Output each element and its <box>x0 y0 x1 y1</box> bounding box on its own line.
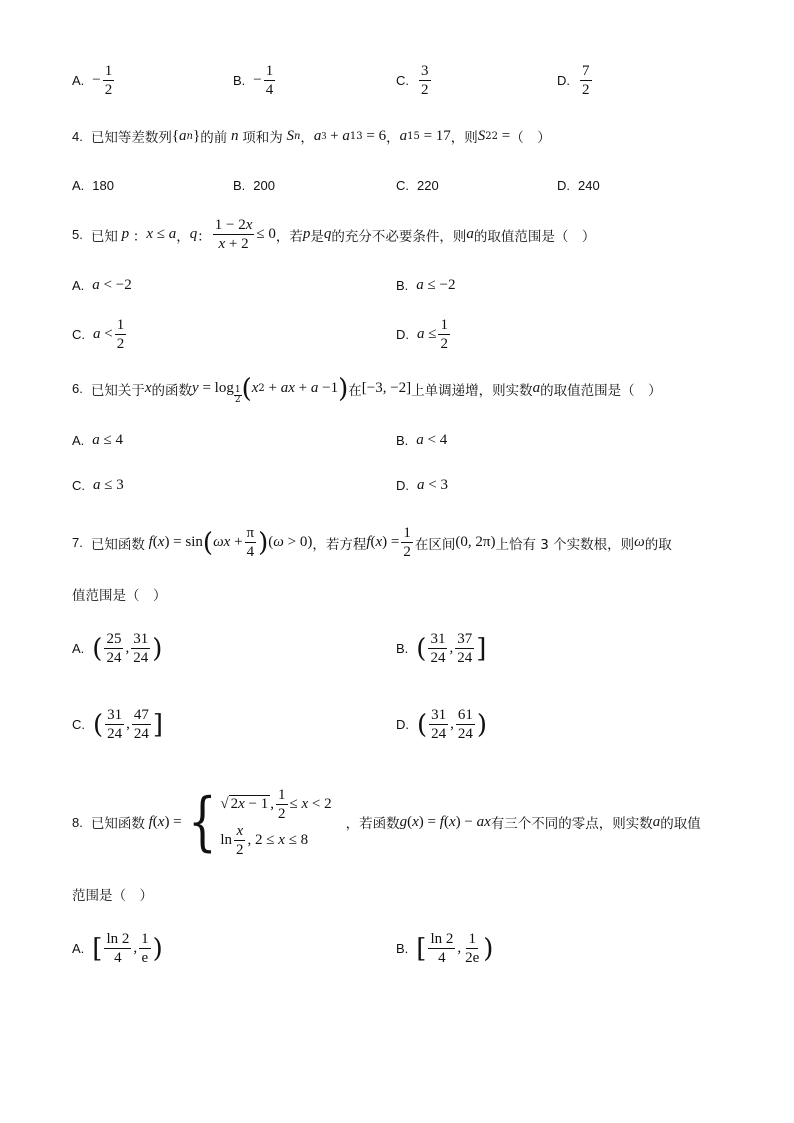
fraction: $\frac{1}{e}$ <box>141 931 149 966</box>
option-label: A. <box>72 178 85 193</box>
option-label: D. <box>396 478 409 493</box>
stem-text: 的充分不必要条件，则 <box>331 228 467 245</box>
option-label: C. <box>396 73 409 88</box>
option-label: C. <box>72 717 85 732</box>
q8-option-b[interactable]: B. [ $\frac{\ln 2}{4}$ , $\frac{1}{2e}$ ) <box>396 931 494 966</box>
q8-stem-cont <box>72 884 153 904</box>
q5-option-b[interactable]: B. a ≤ −2 <box>396 277 456 293</box>
fraction: $\frac{31}{24}$ <box>430 631 446 666</box>
fraction: $\frac{61}{24}$ <box>457 707 473 742</box>
q6-stem: 6. 已知关于 x 的函数 y = log 1 2 ( x 2 + ax + a −1 ) 在 [−3, −2] 上单调递增，则实数 a 的取值范围是 （ ） <box>72 373 662 405</box>
fraction: $\frac{3}{2}$ <box>421 63 429 98</box>
option-value: 180 <box>92 178 114 193</box>
fraction: $\frac{25}{24}$ <box>106 631 122 666</box>
q7-option-d[interactable]: D. ( $\frac{31}{24}$ , $\frac{61}{24}$ ) <box>396 707 488 742</box>
q5-option-d[interactable]: D. a ≤ $\frac{1}{2}$ <box>396 317 448 352</box>
stem-text: ，若函数 <box>345 816 400 832</box>
option-label: A. <box>72 433 85 448</box>
q4-option-c[interactable] <box>396 178 447 193</box>
option-label: D. <box>557 178 570 193</box>
fraction: $\frac{37}{24}$ <box>457 631 473 666</box>
q5-option-c[interactable]: C. a < $\frac{1}{2}$ <box>72 317 125 352</box>
fraction: $\frac{\ln 2}{4}$ <box>106 931 130 966</box>
option-label: C. <box>72 478 85 493</box>
fraction: $\frac{1 - 2x}{x + 2}$ <box>214 217 253 252</box>
option-value: 220 <box>417 178 439 193</box>
stem-text: 的取 <box>644 536 672 553</box>
q6-option-d[interactable]: D. a < 3 <box>396 477 448 493</box>
q7-stem: 7. 已知函数 f ( x ) = sin ( ωx + $\frac{\pi}{4}$ ) ( ω > 0) ，若方程 f ( x ) = $\frac{1}{2}$ 在区间 (0, 2π) 上恰有 3 个实数根，则 ω 的取 <box>72 525 672 560</box>
q3-option-b[interactable]: B. − $\frac{1}{4}$ <box>233 63 274 98</box>
q4-option-a[interactable] <box>72 178 122 193</box>
fraction: $\frac{1}{2}$ <box>104 63 113 98</box>
option-label: B. <box>396 278 409 293</box>
q4-stem: 4. 已知等差数列 { a n } 的前 n 项和为 S n ， a 3 + a 13 = 6 ， a 15 = 17 ，则 S 22 = （ ） <box>72 127 551 146</box>
option-label: B. <box>233 178 246 193</box>
q7-option-a[interactable]: A. ( $\frac{25}{24}$ , $\frac{31}{24}$ ) <box>72 631 163 666</box>
q7-option-b[interactable]: B. ( $\frac{31}{24}$ , $\frac{37}{24}$ ] <box>396 631 487 666</box>
stem-text: 值范围是 <box>72 588 126 604</box>
q7-stem-cont <box>72 584 167 604</box>
q5-stem: 5. 已知 p ： x ≤ a ， q ： $\frac{1 - 2x}{x + 2}$ ≤ 0 ，若 p 是 q 的充分不必要条件，则 a 的取值范围是 （ ） <box>72 217 596 252</box>
question-number: 8. <box>72 814 83 830</box>
option-label: A. <box>72 73 85 88</box>
option-label: C. <box>72 327 85 342</box>
fraction: $\frac{\ln 2}{4}$ <box>430 931 454 966</box>
option-value: 200 <box>253 178 275 193</box>
stem-text: 已知 <box>90 228 118 245</box>
stem-text: 范围是 <box>72 888 113 904</box>
q8-option-a[interactable]: A. [ $\frac{\ln 2}{4}$ , $\frac{1}{e}$ ) <box>72 931 163 966</box>
question-number: 6. <box>72 381 83 396</box>
fraction: $\frac{1}{2}$ <box>278 786 286 822</box>
question-number: 5. <box>72 227 83 242</box>
fraction: $\frac{31}{24}$ <box>107 707 123 742</box>
stem-text: 上恰有 3 个实数根，则 <box>495 536 635 553</box>
q6-option-a[interactable]: A. a ≤ 4 <box>72 432 124 448</box>
option-label: B. <box>233 73 246 88</box>
stem-text: 上单调递增，则实数 <box>411 382 533 399</box>
stem-text: 的取值范围是 <box>473 228 555 245</box>
stem-text: ，若 <box>275 228 303 245</box>
q3-option-d[interactable] <box>557 62 594 99</box>
q3-option-a[interactable]: A. − $\frac{1}{2}$ <box>72 63 113 98</box>
q5-option-a[interactable]: A. a < −2 <box>72 277 132 293</box>
option-label: A. <box>72 278 85 293</box>
question-number: 4. <box>72 128 83 144</box>
q6-option-c[interactable]: C. a ≤ 3 <box>72 477 124 493</box>
option-label: D. <box>396 327 409 342</box>
option-label: C. <box>396 178 409 193</box>
stem-text: 已知关于 <box>90 382 145 399</box>
option-label: B. <box>396 941 409 956</box>
option-label: B. <box>396 433 409 448</box>
stem-text: 的前 <box>200 130 228 146</box>
fraction: $\frac{1}{2}$ <box>116 317 125 352</box>
option-label: B. <box>396 641 409 656</box>
answer-paren: （ ） <box>112 888 153 904</box>
stem-text: ，则 <box>450 130 478 146</box>
fraction: $\frac{31}{24}$ <box>431 707 447 742</box>
stem-text: ，若方程 <box>312 536 367 553</box>
q8-stem: 8. 已知函数 f ( x ) = { √ 2x − 1 , $\frac{1}{2}$ ≤ x < 2 ln $\frac{x}{2}$ , 2 ≤ x ≤ 8 ，若函数 g ( x ) = f ( x ) − ax 有三个不同的零点，则实数 a 的取值 <box>72 785 701 859</box>
fraction: $\frac{1}{4}$ <box>265 63 274 98</box>
answer-paren: （ ） <box>621 382 662 399</box>
fraction: $\frac{1}{2}$ <box>440 317 448 352</box>
option-label: A. <box>72 941 85 956</box>
stem-text: 的函数 <box>151 382 193 399</box>
q6-option-b[interactable]: B. a < 4 <box>396 432 448 448</box>
answer-paren: （ ） <box>126 588 167 604</box>
option-value: 240 <box>578 178 600 193</box>
q3-option-c[interactable] <box>396 62 433 99</box>
fraction: $\frac{x}{2}$ <box>236 822 244 858</box>
stem-text: 有三个不同的零点，则实数 <box>490 816 653 832</box>
piecewise-function: { √ 2x − 1 , $\frac{1}{2}$ ≤ x < 2 ln $\frac{x}{2}$ , 2 ≤ x ≤ 8 <box>187 785 332 859</box>
q7-option-c[interactable]: C. ( $\frac{31}{24}$ , $\frac{47}{24}$ ] <box>72 707 164 742</box>
fraction: $\frac{\pi}{4}$ <box>246 525 255 560</box>
stem-text: 已知函数 <box>90 816 145 832</box>
fraction: $\frac{47}{24}$ <box>133 707 149 742</box>
fraction: $\frac{1}{2}$ <box>403 525 411 560</box>
stem-text: 的取值范围是 <box>540 382 622 399</box>
stem-text: 是 <box>310 228 324 245</box>
option-label: A. <box>72 641 85 656</box>
stem-text: 在区间 <box>414 536 456 553</box>
answer-paren: （ ） <box>554 228 596 245</box>
fraction: $\frac{1}{2e}$ <box>465 931 480 966</box>
question-number: 7. <box>72 535 83 550</box>
stem-text: 在 <box>348 382 362 399</box>
stem-text: 已知函数 <box>90 536 145 553</box>
fraction: $\frac{31}{24}$ <box>133 631 149 666</box>
option-label: D. <box>396 717 409 732</box>
fraction: $\frac{7}{2}$ <box>582 63 590 98</box>
q4-option-d[interactable] <box>557 178 608 193</box>
q4-option-b[interactable] <box>233 178 283 193</box>
stem-text: 已知等差数列 <box>90 130 172 146</box>
option-label: D. <box>557 73 570 88</box>
answer-paren: （ ） <box>510 130 551 146</box>
stem-text: 项和为 <box>242 130 283 146</box>
stem-text: 的取值 <box>660 816 701 832</box>
